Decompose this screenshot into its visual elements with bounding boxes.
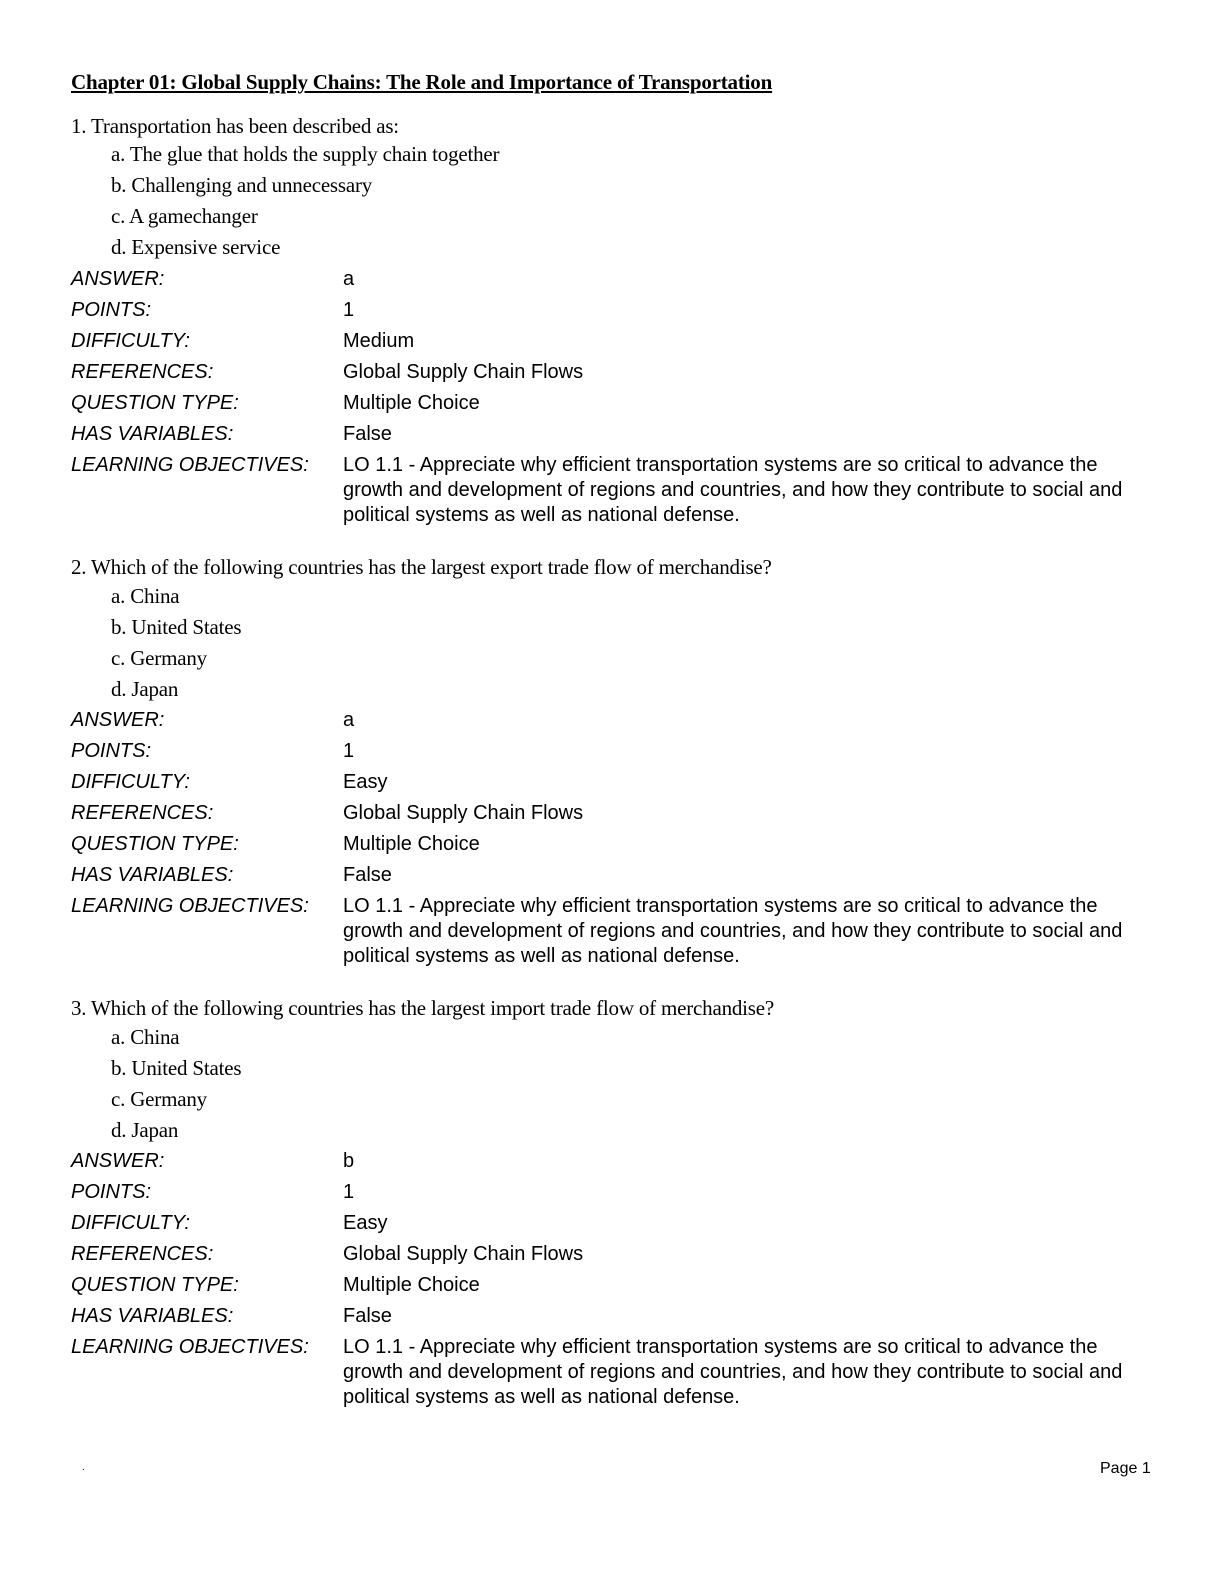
- learning-objectives-value: LO 1.1 - Appreciate why efficient transportation systems are so critical to advance the growth and development of regions and countries, and how they contribute to social and political systems as well as national defense.: [343, 895, 1123, 967]
- points-label: POINTS:: [71, 740, 152, 762]
- question-type-value: Multiple Choice: [343, 1274, 480, 1296]
- difficulty-label: DIFFICULTY:: [71, 1212, 190, 1234]
- answer-option: c. Germany: [111, 1087, 207, 1111]
- answer-option: d. Japan: [111, 1118, 179, 1142]
- learning-objectives-value: LO 1.1 - Appreciate why efficient transportation systems are so critical to advance the growth and development of regions and countries, and how they contribute to social and political systems as well as national defense.: [343, 1336, 1123, 1408]
- footer-dot: .: [82, 1462, 85, 1473]
- points-value: 1: [343, 740, 355, 762]
- answer-option: a. The glue that holds the supply chain together: [111, 142, 500, 166]
- chapter-title: Chapter 01: Global Supply Chains: The Role and Importance of Transportation: [71, 70, 773, 94]
- learning-objectives-label: LEARNING OBJECTIVES:: [71, 895, 309, 917]
- difficulty-value: Easy: [343, 1212, 388, 1234]
- answer-option: a. China: [111, 1025, 180, 1049]
- difficulty-value: Easy: [343, 771, 388, 793]
- has-variables-label: HAS VARIABLES:: [71, 864, 234, 886]
- references-label: REFERENCES:: [71, 802, 214, 824]
- answer-label: ANSWER:: [71, 268, 165, 290]
- has-variables-label: HAS VARIABLES:: [71, 423, 234, 445]
- question-type-label: QUESTION TYPE:: [71, 1274, 239, 1296]
- question-stem: 1. Transportation has been described as:: [71, 114, 399, 138]
- points-value: 1: [343, 1181, 355, 1203]
- learning-objectives-label: LEARNING OBJECTIVES:: [71, 454, 309, 476]
- points-label: POINTS:: [71, 1181, 152, 1203]
- question-type-label: QUESTION TYPE:: [71, 833, 239, 855]
- references-value: Global Supply Chain Flows: [343, 1243, 584, 1265]
- references-label: REFERENCES:: [71, 1243, 214, 1265]
- answer-option: c. A gamechanger: [111, 204, 258, 228]
- has-variables-value: False: [343, 1305, 392, 1327]
- answer-label: ANSWER:: [71, 709, 165, 731]
- question-type-value: Multiple Choice: [343, 833, 480, 855]
- question-type-label: QUESTION TYPE:: [71, 392, 239, 414]
- question-stem: 3. Which of the following countries has the largest import trade flow of merchandise?: [71, 996, 775, 1020]
- question-type-value: Multiple Choice: [343, 392, 480, 414]
- references-value: Global Supply Chain Flows: [343, 802, 584, 824]
- difficulty-label: DIFFICULTY:: [71, 330, 190, 352]
- difficulty-value: Medium: [343, 330, 415, 352]
- references-label: REFERENCES:: [71, 361, 214, 383]
- answer-option: a. China: [111, 584, 180, 608]
- answer-value: a: [343, 268, 355, 290]
- question-stem: 2. Which of the following countries has the largest export trade flow of merchandise?: [71, 555, 772, 579]
- answer-option: d. Japan: [111, 677, 179, 701]
- answer-label: ANSWER:: [71, 1150, 165, 1172]
- has-variables-value: False: [343, 864, 392, 886]
- page-number: Page 1: [1100, 1460, 1151, 1477]
- answer-option: b. United States: [111, 1056, 242, 1080]
- answer-option: d. Expensive service: [111, 235, 281, 259]
- references-value: Global Supply Chain Flows: [343, 361, 584, 383]
- answer-option: c. Germany: [111, 646, 207, 670]
- difficulty-label: DIFFICULTY:: [71, 771, 190, 793]
- learning-objectives-label: LEARNING OBJECTIVES:: [71, 1336, 309, 1358]
- learning-objectives-value: LO 1.1 - Appreciate why efficient transportation systems are so critical to advance the growth and development of regions and countries, and how they contribute to social and political systems as well as national defense.: [343, 454, 1123, 526]
- points-label: POINTS:: [71, 299, 152, 321]
- answer-value: b: [343, 1150, 355, 1172]
- answer-value: a: [343, 709, 355, 731]
- has-variables-label: HAS VARIABLES:: [71, 1305, 234, 1327]
- points-value: 1: [343, 299, 355, 321]
- answer-option: b. Challenging and unnecessary: [111, 173, 373, 197]
- answer-option: b. United States: [111, 615, 242, 639]
- has-variables-value: False: [343, 423, 392, 445]
